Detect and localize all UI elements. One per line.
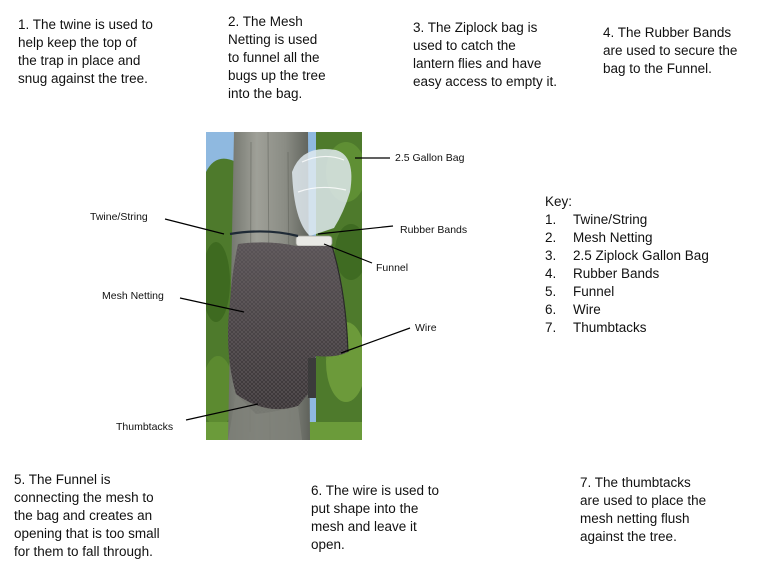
label-wire: Wire <box>415 322 437 334</box>
note-rubber-bands: 4. The Rubber Bands are used to secure the bag to the Funnel. <box>603 25 738 76</box>
key-title: Key: <box>545 194 573 209</box>
key-legend <box>545 193 709 337</box>
key-item <box>545 247 709 265</box>
note-ziplock-bag: 3. The Ziplock bag is used to catch the lantern flies and have easy access to empty it. <box>413 20 558 89</box>
note-funnel: 5. The Funnel is connecting the mesh to the bag and creates an opening that is too small for them to fall through. <box>14 472 160 559</box>
key-item <box>545 319 709 337</box>
label-twine: Twine/String <box>90 211 148 223</box>
key-item-label: Thumbtacks <box>573 320 647 335</box>
key-item-label: Funnel <box>573 284 615 299</box>
note-wire: 6. The wire is used to put shape into the mesh and leave it open. <box>311 483 440 552</box>
key-item-label: Rubber Bands <box>573 266 660 281</box>
key-item-number: 5. <box>545 284 557 299</box>
key-item-number: 4. <box>545 266 557 281</box>
key-item-number: 2. <box>545 230 557 245</box>
key-item <box>545 301 709 319</box>
label-funnel: Funnel <box>376 262 409 274</box>
key-item <box>545 229 709 247</box>
key-item <box>545 265 709 283</box>
note-mesh-netting: 2. The Mesh Netting is used to funnel all the bugs up the tree into the bag. <box>228 14 326 101</box>
label-thumbtacks: Thumbtacks <box>116 421 174 433</box>
key-item-number: 1. <box>545 212 557 227</box>
key-item-label: Wire <box>573 302 601 317</box>
rubber-bands-shape <box>296 236 332 246</box>
label-mesh-netting: Mesh Netting <box>102 290 164 302</box>
label-rubber-bands: Rubber Bands <box>400 224 468 236</box>
note-twine: 1. The twine is used to help keep the top of the trap in place and snug against the tree. <box>18 17 153 86</box>
trap-photo <box>206 132 362 440</box>
key-item-label: 2.5 Ziplock Gallon Bag <box>573 248 709 263</box>
key-item <box>545 283 709 301</box>
key-item-label: Mesh Netting <box>573 230 653 245</box>
key-item-number: 7. <box>545 320 557 335</box>
key-item-number: 6. <box>545 302 557 317</box>
note-thumbtacks: 7. The thumbtacks are used to place the mesh netting flush against the tree. <box>580 475 707 544</box>
key-item <box>545 211 709 229</box>
label-gallon-bag: 2.5 Gallon Bag <box>395 152 465 164</box>
key-item-number: 3. <box>545 248 557 263</box>
key-item-label: Twine/String <box>573 212 648 227</box>
